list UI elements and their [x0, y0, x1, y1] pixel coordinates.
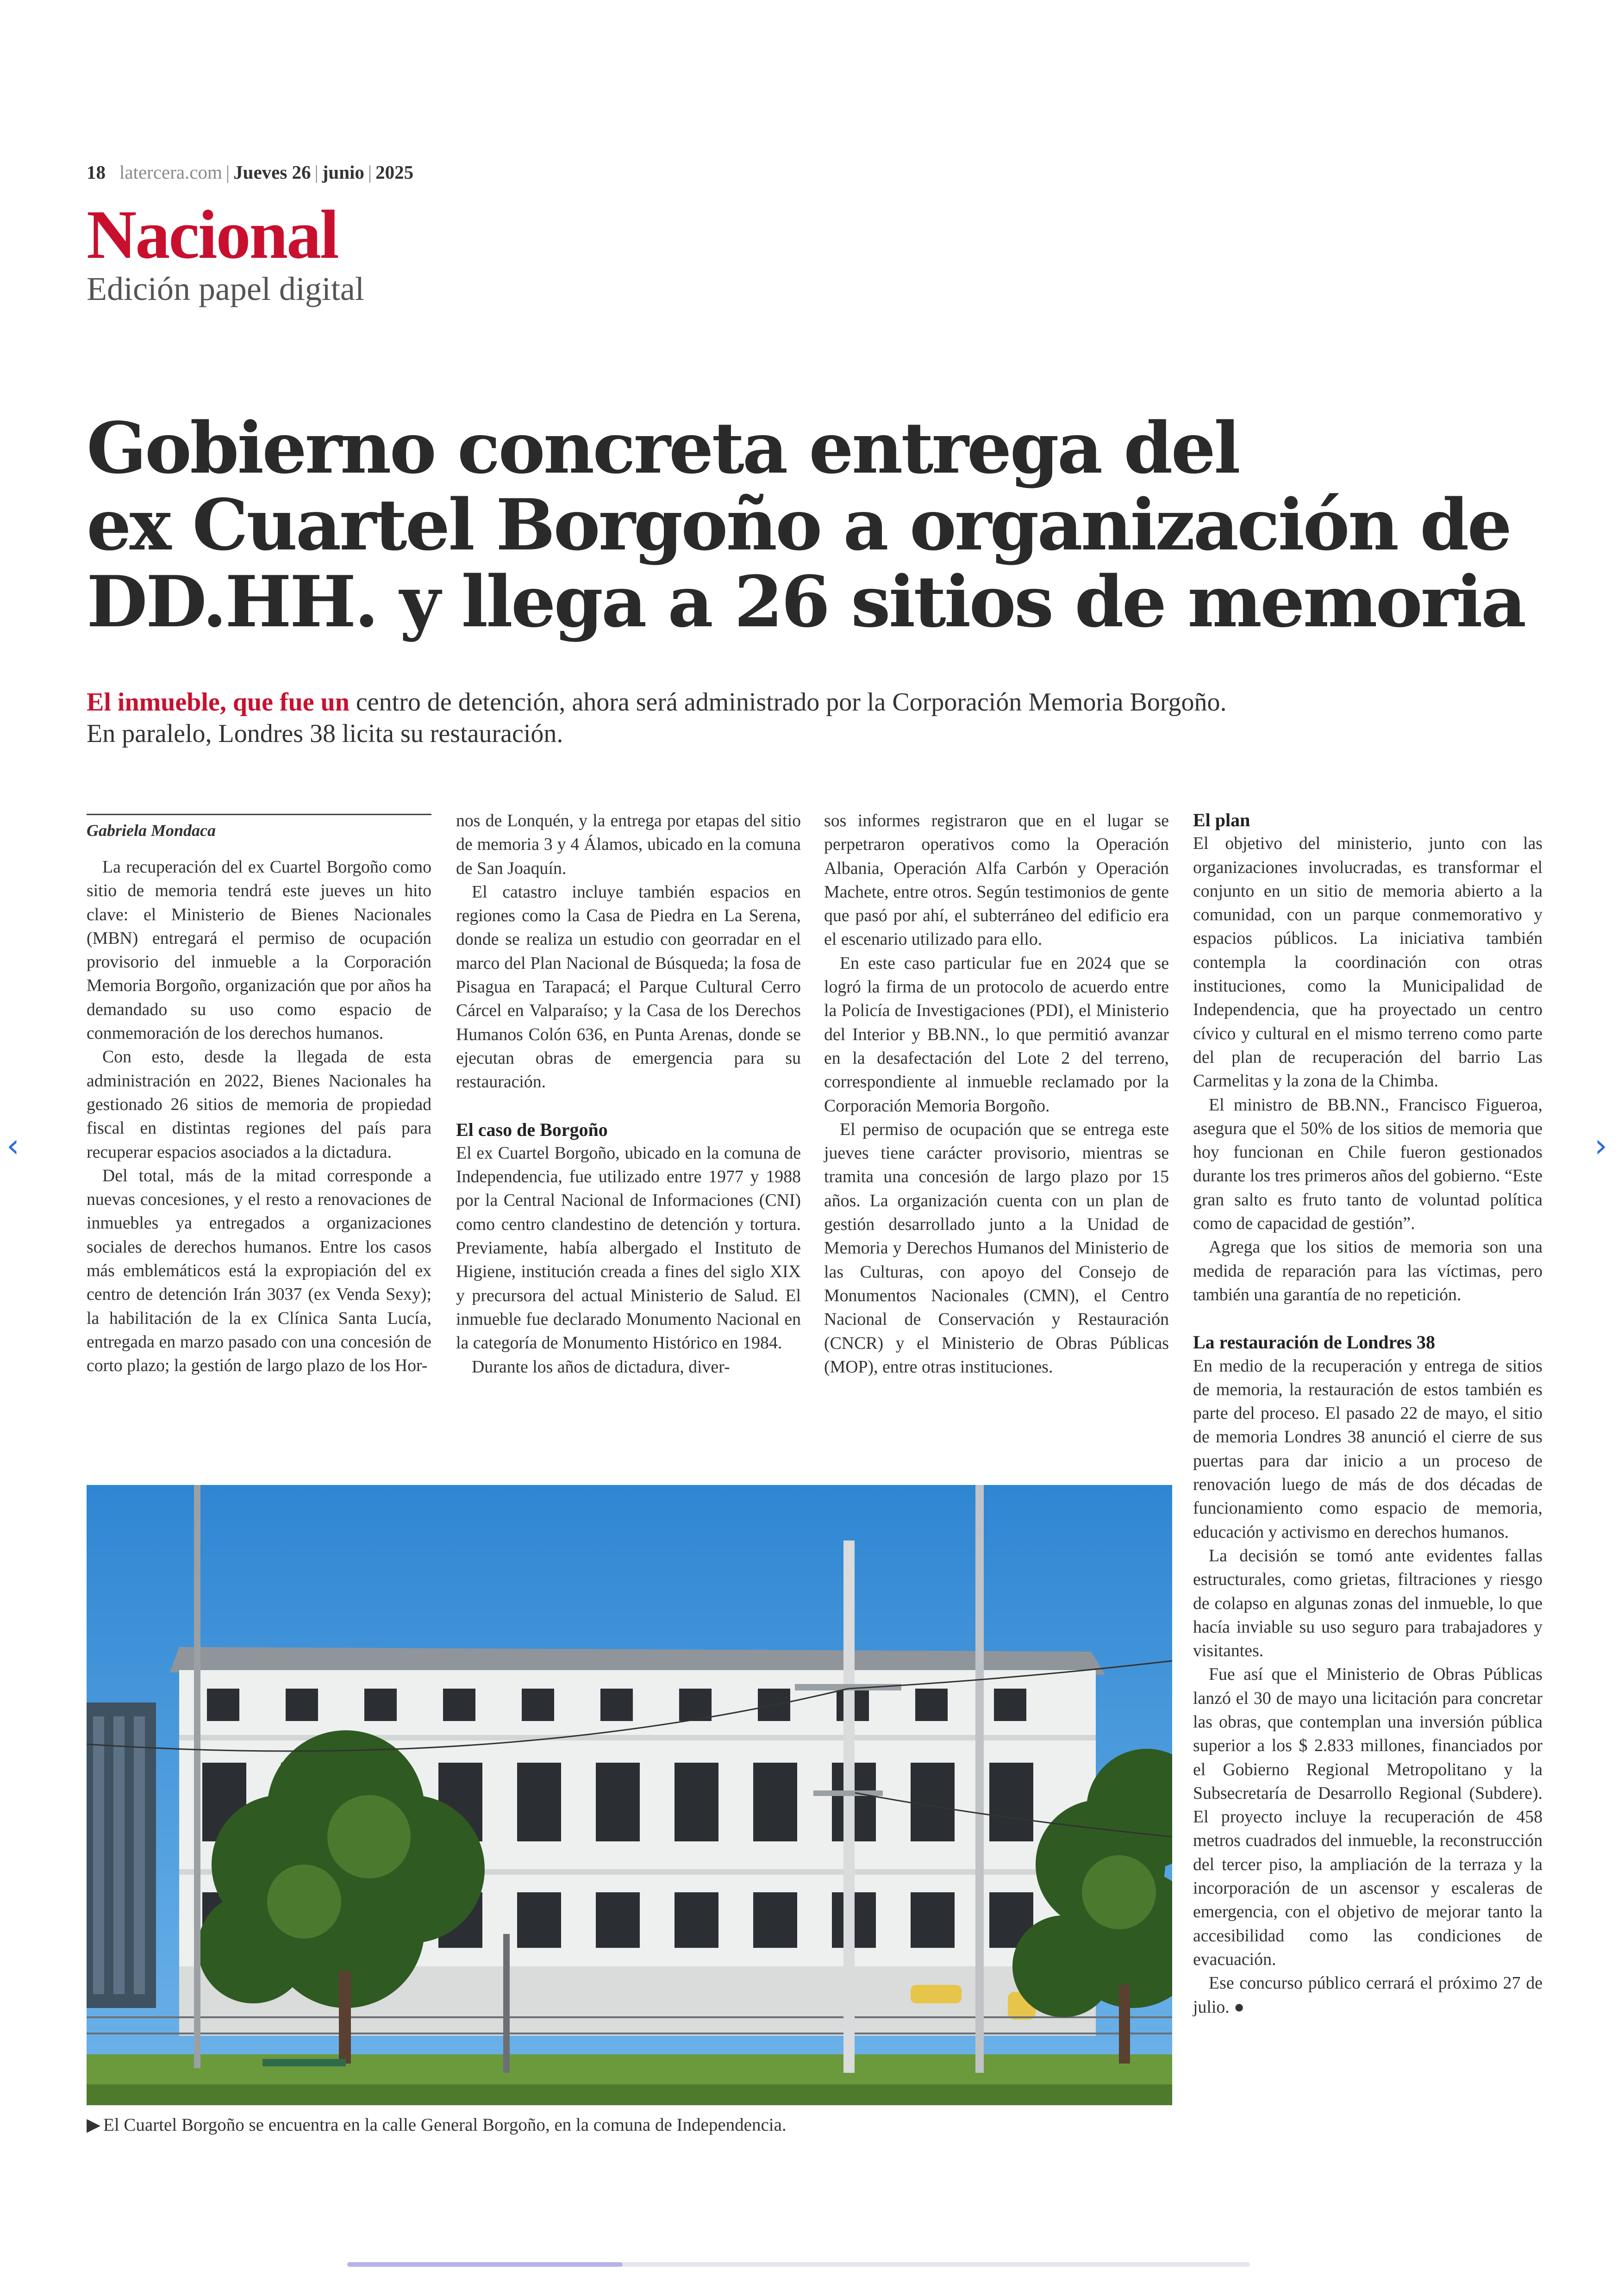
- paragraph: Durante los años de dictadura, diver-: [472, 1357, 730, 1377]
- article-photo: [87, 1485, 1172, 2105]
- paragraph: La decisión se tomó ante evidentes fallas estructurales, como grietas, filtraciones y riesgo de colapso en algunas zonas del inmueble, lo que hacía inviable su uso seguro para trabajadores y visitantes.: [1193, 1546, 1543, 1661]
- separator: |: [368, 162, 372, 183]
- headline: [87, 406, 1525, 643]
- paragraph: En este caso particular fue en 2024 que se logró la firma de un protocolo de acuerdo entre la Policía de Investigaciones (PDI), el Ministerio del Interior y BB.NN., lo que permitió avanzar en la desafectación del Lote 2 del terreno, correspondiente al inmueble reclamado por la Corporación Memoria Borgoño.: [824, 953, 1169, 1116]
- paragraph: Fue así que el Ministerio de Obras Públicas lanzó el 30 de mayo una licitación para concretar las obras, que contemplan una inversión pública superior a los $ 2.833 millones, financiados por el Gobierno Regional Metropolitano y la Subsecretaría de Desarrollo Regional (Subdere). El proyecto incluye la recuperación de 458 metros cuadrados del inmueble, la reconstrucción del tercer piso, la ampliación de la terraza y la incorporación de un ascensor y escaleras de emergencia, con el objetivo de mejorar tanto la accesibilidad como las condiciones de evacuación.: [1193, 1665, 1543, 1969]
- paragraph: Agrega que los sitios de memoria son una medida de reparación para las víctimas, pero también una garantía de no repetición.: [1193, 1237, 1543, 1304]
- paragraph: El catastro incluye también espacios en regiones como la Casa de Piedra en La Serena, donde se realiza un estudio con georradar en el marco del Plan Nacional de Búsqueda; la fosa de Pisagua en Tarapacá; el Parque Cultural Cerro Cárcel en Valparaíso; y la Casa de los Derechos Humanos Colón 636, en Punta Arenas, donde se ejecutan obras de emergencia para su restauración.: [456, 882, 801, 1092]
- deck: [87, 686, 1253, 749]
- paragraph: El ex Cuartel Borgoño, ubicado en la comuna de Independencia, fue utilizado entre 1977 y 1988 por la Central Nacional de Informaciones (CNI) como centro clandestino de detención y tortura. Previamente, había albergado el Instituto de Higiene, institución creada a fines del siglo XIX y precursora del actual Ministerio de Salud. El inmueble fue declarado Monumento Nacional en la categoría de Monumento Histórico en 1984.: [456, 1143, 801, 1353]
- column-4: [1193, 808, 1543, 2019]
- folio-line: [87, 161, 413, 183]
- page-number: 18: [87, 162, 106, 183]
- paragraph: El permiso de ocupación que se entrega este jueves tiene carácter provisorio, mientras se tramita una concesión de largo plazo por 15 años. La organización cuenta con un plan de gestión desarrollado junto a la Unidad de Memoria y Derechos Humanos del Ministerio de las Culturas, con apoyo del Consejo de Monumentos Nacionales (CMN), el Centro Nacional de Conservación y Restauración (CNCR) y el Ministerio de Obras Públicas (MOP), entre otras instituciones.: [824, 1119, 1169, 1377]
- scrollbar-thumb[interactable]: [347, 2262, 623, 2267]
- headline-line: Gobierno concreta entrega del: [87, 406, 1239, 489]
- column-2: [456, 809, 801, 1379]
- separator: |: [225, 162, 230, 183]
- deck-lead: El inmueble, que fue un: [87, 688, 350, 717]
- site-name: latercera.com: [119, 162, 222, 183]
- section-title: Nacional: [87, 196, 338, 273]
- column-3: [824, 809, 1169, 1379]
- paragraph: En medio de la recuperación y entrega de sitios de memoria, la restauración de estos también es parte del proceso. El pasado 22 de mayo, el sitio de memoria Londres 38 anunció el cierre de sus puertas para dar inicio a un proceso de renovación luego de más de dos décadas de funcionamiento como espacio de memoria, educación y activismo en derechos humanos.: [1193, 1356, 1543, 1542]
- separator: |: [314, 162, 319, 183]
- paragraph: La recuperación del ex Cuartel Borgoño como sitio de memoria tendrá este jueves un hito clave: el Ministerio de Bienes Nacionales (MBN) entregará el permiso de ocupación provisorio del inmueble a la Corporación Memoria Borgoño, organización que por años ha demandado su uso como espacio de conmemoración de los derechos humanos.: [87, 857, 431, 1043]
- caption-text: El Cuartel Borgoño se encuentra en la calle General Borgoño, en la comuna de Independencia.: [103, 2115, 787, 2135]
- paragraph: Del total, más de la mitad corresponde a nuevas concesiones, y el resto a renovaciones de inmuebles ya entregados a organizaciones sociales de derechos humanos. Entre los casos más emblemáticos está la expropiación del ex centro de detención Irán 3037 (ex Venda Sexy); la habilitación de la ex Clínica Santa Lucía, entregada en marzo pasado con una concesión de corto plazo; la gestión de largo plazo de los Hor-: [87, 1166, 431, 1376]
- date-year: 2025: [375, 162, 414, 183]
- paragraph: sos informes registraron que en el lugar se perpetraron operativos como la Operación Albania, Operación Alfa Carbón y Operación Machete, entre otros. Según testimonios de gente que pasó por ahí, el subterráneo del edificio era el escenario utilizado para ello.: [824, 811, 1169, 949]
- headline-line: DD.HH. y llega a 26 sitios de memoria: [87, 560, 1525, 643]
- date-month: junio: [322, 162, 364, 183]
- headline-line: ex Cuartel Borgoño a organización de: [87, 483, 1511, 566]
- deck-text: centro de detención, ahora será administrado por la Corporación Memoria Borgoño. En paralelo, Londres 38 licita su restauración.: [87, 688, 1227, 748]
- date-day: Jueves 26: [233, 162, 311, 183]
- photo-caption: [87, 2114, 787, 2135]
- edition-label: Edición papel digital: [87, 270, 364, 307]
- photo-illustration: [87, 1485, 1172, 2105]
- paragraph: El ministro de BB.NN., Francisco Figueroa, asegura que el 50% de los sitios de memoria que hoy funcionan en Chile fueron gestionados durante los tres primeros años del gobierno. “Este gran salto es fruto tanto de voluntad política como de capacidad de gestión”.: [1193, 1095, 1543, 1234]
- subheading-londres: La restauración de Londres 38: [1193, 1332, 1435, 1353]
- byline: Gabriela Mondaca: [87, 814, 431, 840]
- subheading-plan: El plan: [1193, 810, 1250, 830]
- paragraph: nos de Lonquén, y la entrega por etapas del sitio de memoria 3 y 4 Álamos, ubicado en la comuna de San Joaquín.: [456, 811, 801, 878]
- column-1: [87, 855, 431, 1378]
- next-page-icon[interactable]: ›: [1594, 1127, 1607, 1165]
- paragraph: Ese concurso público cerrará el próximo 27 de julio. ●: [1193, 1973, 1543, 2017]
- page-scrollbar[interactable]: [347, 2262, 1250, 2267]
- paragraph: El objetivo del ministerio, junto con las organizaciones involucradas, es transformar el conjunto en un sitio de memoria abierto a la comunidad, con un parque conmemorativo y espacios públicos. La iniciativa también contempla la coordinación con otras instituciones, como la Municipalidad de Independencia, que ha proyectado un centro cívico y cultural en el mismo terreno como parte del plan de recuperación del barrio Las Carmelitas y la zona de la Chimba.: [1193, 834, 1543, 1091]
- paragraph: Con esto, desde la llegada de esta administración en 2022, Bienes Nacionales ha gestionado 26 sitios de memoria de propiedad fiscal en distintas regiones del país para recuperar espacios asociados a la dictadura.: [87, 1047, 431, 1162]
- subheading-borgono: El caso de Borgoño: [456, 1119, 608, 1140]
- caption-triangle-icon: ▶: [87, 2115, 100, 2135]
- previous-page-icon[interactable]: ‹: [6, 1127, 19, 1165]
